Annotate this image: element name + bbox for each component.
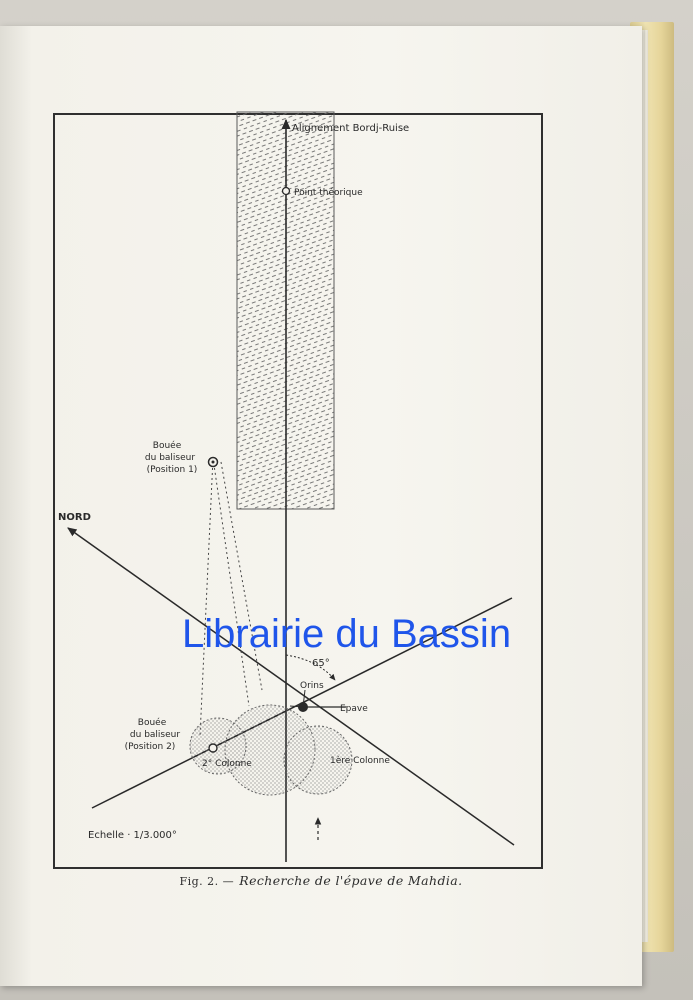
wreck-label: Epave bbox=[340, 704, 368, 714]
buoy1-label-line3: (Position 1) bbox=[146, 465, 198, 475]
caption-text: Recherche de l'épave de Mahdia. bbox=[239, 873, 463, 888]
angle-label: 65° bbox=[312, 658, 330, 669]
scale-label: Echelle · 1/3.000° bbox=[88, 830, 177, 841]
buoy2-label-line3: (Position 2) bbox=[124, 742, 176, 752]
column2-label: 2° Colonne bbox=[202, 759, 252, 769]
theoretical-point-label: Point théorique bbox=[294, 188, 363, 198]
figure-caption bbox=[0, 870, 642, 889]
orins-label: Orins bbox=[300, 681, 324, 691]
buoy1-label-line1: Bouée bbox=[152, 441, 182, 451]
alignment-label: Alignement Bordj-Ruise bbox=[292, 123, 410, 134]
north-line bbox=[68, 528, 514, 845]
watermark: Librairie du Bassin bbox=[182, 612, 512, 656]
buoy1-label-line2: du baliseur bbox=[144, 453, 196, 463]
theoretical-point-marker bbox=[283, 188, 290, 195]
buoy2-label-line1: Bouée bbox=[137, 718, 167, 728]
buoy-position-2-marker bbox=[209, 744, 217, 752]
caption-prefix: Fig. 2. — bbox=[179, 875, 235, 888]
column1-label: 1ère Colonne bbox=[330, 756, 390, 766]
buoy2-label-line2: du baliseur bbox=[129, 730, 181, 740]
north-label: NORD bbox=[58, 512, 91, 523]
